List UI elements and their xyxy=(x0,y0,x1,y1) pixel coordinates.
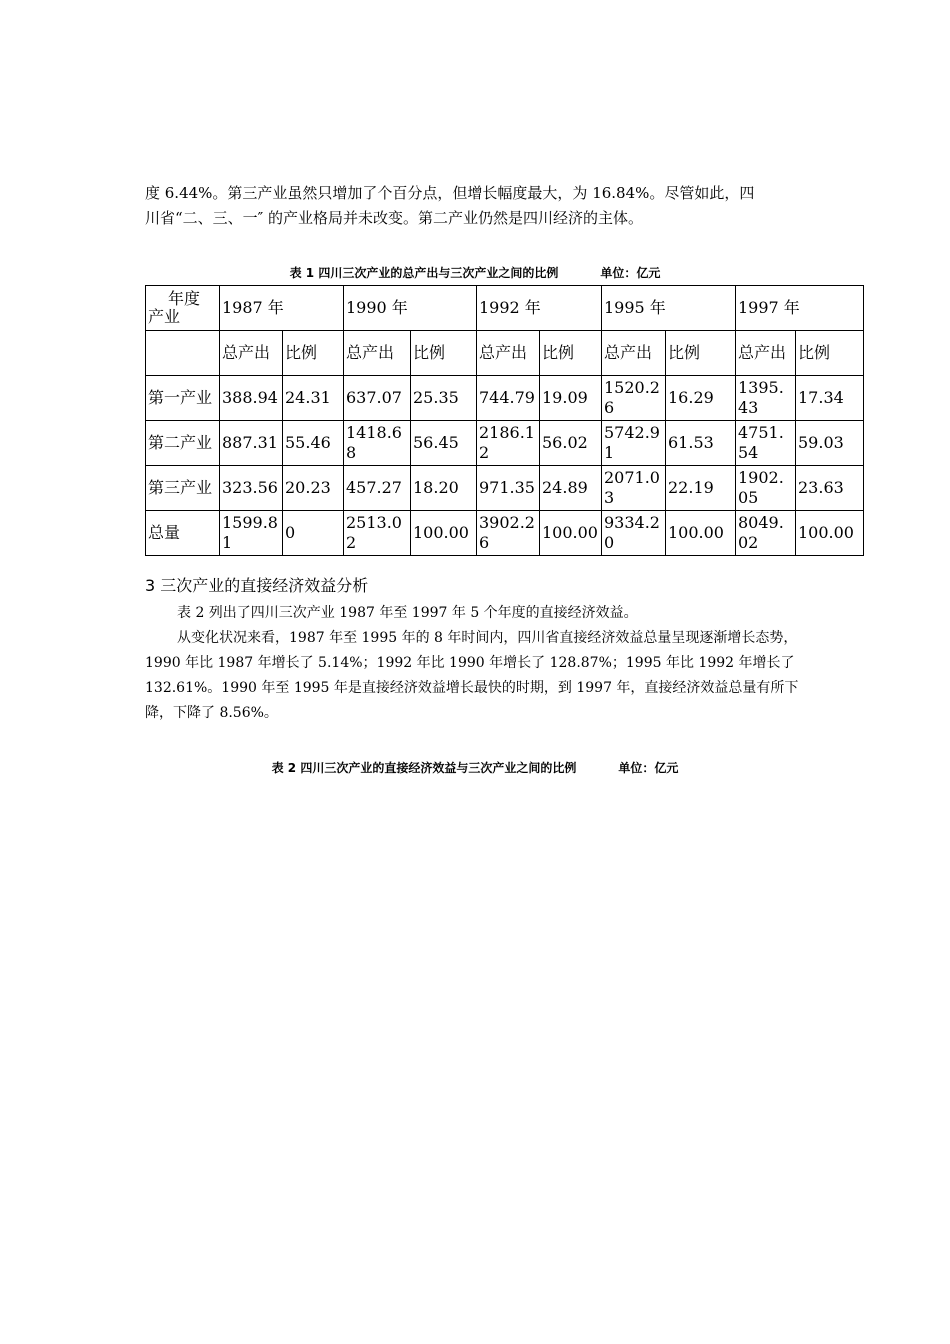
table-cell: 457.27 xyxy=(344,466,411,511)
table-cell: 59.03 xyxy=(796,421,864,466)
table2-caption-unit: 单位：亿元 xyxy=(618,761,679,775)
ratio-header: 比例 xyxy=(411,331,477,376)
table-cell: 55.46 xyxy=(283,421,344,466)
table-subheader-row xyxy=(146,331,864,376)
table-cell: 887.31 xyxy=(220,421,283,466)
output-header: 总产出 xyxy=(220,331,283,376)
table-cell: 100.00 xyxy=(540,511,602,556)
row-label: 总量 xyxy=(146,511,220,556)
table-cell: 8049.02 xyxy=(736,511,796,556)
table1-caption xyxy=(0,265,950,281)
table-cell: 1902.05 xyxy=(736,466,796,511)
ratio-header: 比例 xyxy=(666,331,736,376)
table-cell: 1520.26 xyxy=(602,376,666,421)
table-row xyxy=(146,511,864,556)
year-header: 1992 年 xyxy=(477,286,602,331)
table-cell: 5742.91 xyxy=(602,421,666,466)
corner-year-label: 年度 xyxy=(168,289,201,308)
output-ratio-table xyxy=(145,285,864,556)
table-cell: 1599.81 xyxy=(220,511,283,556)
output-header: 总产出 xyxy=(602,331,666,376)
ratio-header: 比例 xyxy=(283,331,344,376)
table-cell: 4751.54 xyxy=(736,421,796,466)
table-cell: 744.79 xyxy=(477,376,540,421)
intro-line-2: 川省“二、三、一″ 的产业格局并未改变。第二产业仍然是四川经济的主体。 xyxy=(145,209,644,227)
output-header: 总产出 xyxy=(344,331,411,376)
table-row xyxy=(146,421,864,466)
output-header: 总产出 xyxy=(736,331,796,376)
table-cell: 971.35 xyxy=(477,466,540,511)
row-label: 第一产业 xyxy=(146,376,220,421)
table-cell: 100.00 xyxy=(411,511,477,556)
table-cell: 100.00 xyxy=(796,511,864,556)
table-cell: 22.19 xyxy=(666,466,736,511)
table-cell: 0 xyxy=(283,511,344,556)
table-cell: 56.45 xyxy=(411,421,477,466)
year-header: 1997 年 xyxy=(736,286,864,331)
table-cell: 2186.12 xyxy=(477,421,540,466)
section-paragraph-2: 从变化状况来看，1987 年至 1995 年的 8 年时间内，四川省直接经济效益总量呈现逐渐增长态势，1990 年比 1987 年增长了 5.14%；1992 年比 1990 年增长了 128.87%；1995 年比 1992 年增长了 132.61%。1990 年至 1995 年是直接经济效益增长最快的时期，到 1997 年，直接经济效益总量有所下降，下降了 8.56%。 xyxy=(145,630,799,721)
table-corner-cell xyxy=(146,286,220,331)
table-cell: 637.07 xyxy=(344,376,411,421)
table-row xyxy=(146,466,864,511)
table-cell: 17.34 xyxy=(796,376,864,421)
table-cell: 3902.26 xyxy=(477,511,540,556)
ratio-header: 比例 xyxy=(796,331,864,376)
intro-paragraph xyxy=(145,181,810,231)
table-cell: 100.00 xyxy=(666,511,736,556)
table-cell: 388.94 xyxy=(220,376,283,421)
table1-caption-title: 表 1 四川三次产业的总产出与三次产业之间的比例 xyxy=(289,266,559,280)
table-cell: 2071.03 xyxy=(602,466,666,511)
table-cell: 24.31 xyxy=(283,376,344,421)
table-cell: 19.09 xyxy=(540,376,602,421)
table-cell: 323.56 xyxy=(220,466,283,511)
table-cell: 2513.02 xyxy=(344,511,411,556)
output-header: 总产出 xyxy=(477,331,540,376)
table-cell: 56.02 xyxy=(540,421,602,466)
table2-caption-title: 表 2 四川三次产业的直接经济效益与三次产业之间的比例 xyxy=(271,761,577,775)
section-heading: 3 三次产业的直接经济效益分析 xyxy=(145,576,369,595)
table-cell: 1395.43 xyxy=(736,376,796,421)
table-cell: 16.29 xyxy=(666,376,736,421)
row-label: 第二产业 xyxy=(146,421,220,466)
table1-caption-unit: 单位：亿元 xyxy=(600,266,661,280)
table2-caption xyxy=(0,760,950,776)
section-paragraph-1: 表 2 列出了四川三次产业 1987 年至 1997 年 5 个年度的直接经济效益。 xyxy=(177,605,638,621)
intro-line-1: 度 6.44%。第三产业虽然只增加了个百分点，但增长幅度最大，为 16.84%。尽管如此，四 xyxy=(145,184,755,202)
table-cell: 18.20 xyxy=(411,466,477,511)
corner-industry-label: 产业 xyxy=(148,307,181,326)
table-cell: 1418.68 xyxy=(344,421,411,466)
table-cell: 23.63 xyxy=(796,466,864,511)
table-cell: 20.23 xyxy=(283,466,344,511)
table-cell: 24.89 xyxy=(540,466,602,511)
empty-cell xyxy=(146,331,220,376)
table-year-row xyxy=(146,286,864,331)
table-cell: 25.35 xyxy=(411,376,477,421)
table-cell: 61.53 xyxy=(666,421,736,466)
year-header: 1990 年 xyxy=(344,286,477,331)
year-header: 1995 年 xyxy=(602,286,736,331)
row-label: 第三产业 xyxy=(146,466,220,511)
table-row xyxy=(146,376,864,421)
year-header: 1987 年 xyxy=(220,286,344,331)
table-cell: 9334.20 xyxy=(602,511,666,556)
ratio-header: 比例 xyxy=(540,331,602,376)
